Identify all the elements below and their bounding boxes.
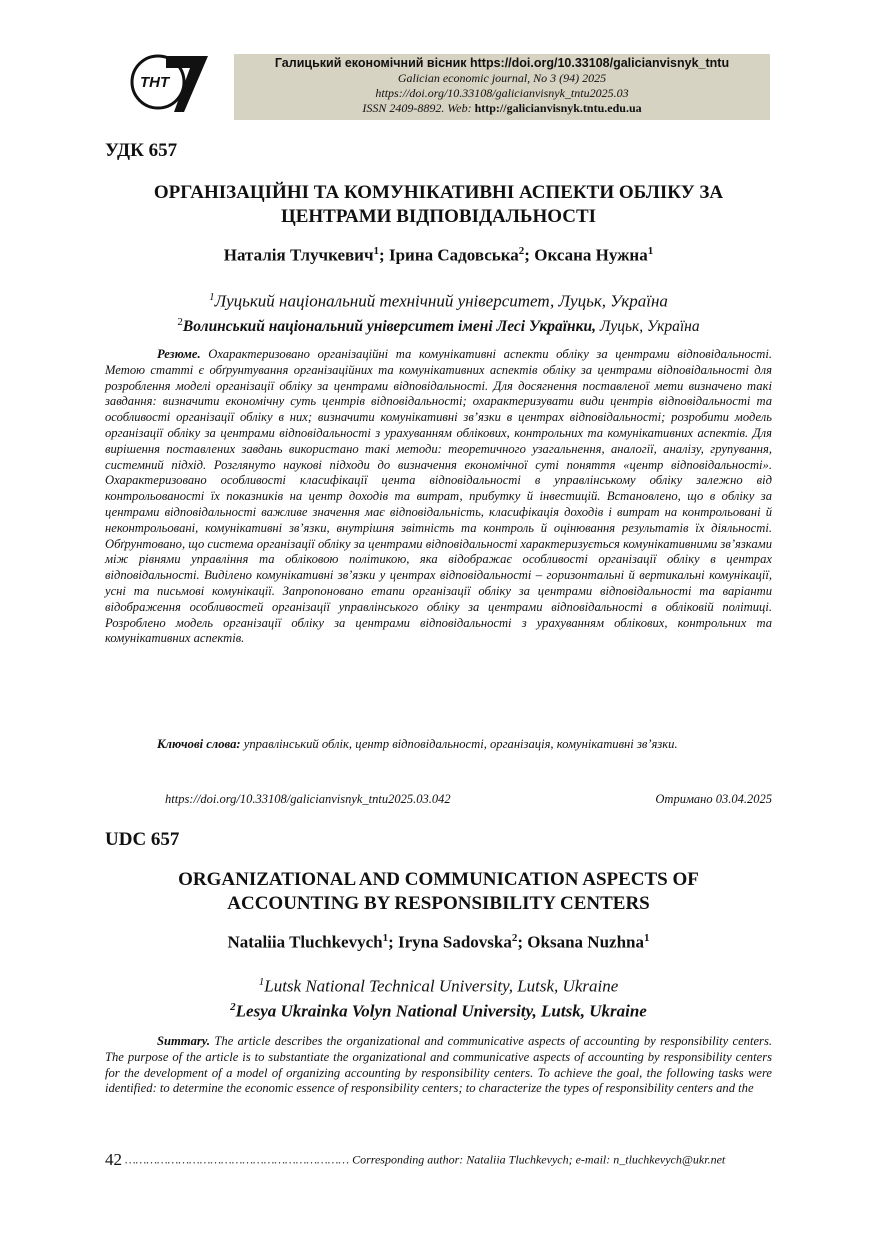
title-en: [105, 868, 772, 916]
banner-line3: https://doi.org/10.33108/galicianvisnyk_tntu2025.03: [375, 86, 629, 100]
aff-marker: 2: [511, 932, 518, 944]
summary-en-text: The article describes the organizational and communicative aspects of accounting by responsibility centers. The purpose of the article is to substantiate the organizational and communicative aspects of accounting by responsibility centers for the development of a model of organizing accounting by responsibility centers. To achieve the goal, the following tasks were identified: to determine the economic essence of responsibility centers; to characterize the types of responsibility centers and the: [105, 1034, 772, 1096]
udc-en: UDC 657: [105, 829, 180, 850]
keywords-ua-label: Ключові слова:: [157, 737, 241, 751]
author3-ua: Оксана Нужна: [534, 245, 648, 265]
author3-en: Oksana Nuzhna: [527, 932, 644, 952]
author1-ua: Наталія Тлучкевич: [223, 245, 374, 265]
keywords-ua: [105, 737, 772, 753]
banner-line4: [234, 101, 770, 116]
affiliation1-ua: [105, 287, 772, 312]
affiliation2-en: [105, 997, 772, 1022]
affiliation1-en-text: Lutsk National Technical University, Lutsk, Ukraine: [264, 976, 619, 996]
abstract-ua-text: Охарактеризовано організаційні та комунікативні аспекти обліку за центрами відповідальності. Метою статті є обґрунтування організаційних та комунікативних аспектів обліку за центрами відповідальності для розроблення моделі організації обліку за центрами відповідальності. Для досягнення поставленої мети визначено такі завдання: визначити економічну суть центрів відповідальності; охарактеризувати види центрів відповідальності та особливості організації обліку в них; визначити комунікативні зв’язки в центрах відповідальності; розробити модель організації обліку за центрами відповідальності з урахуванням облікових, контрольних та комунікативних аспектів. Для вирішення поставлених завдань використано такі методи: теоретичного узагальнення, аналогії, аналізу, групування, системний підхід. Розглянуто наукові підходи до визначення економічної суті поняття «центр відповідальності». Охарактеризовано особливості класифікації цента відповідальності в управлінському обліку залежно від контрольованості їх показників на центр доходів та витрат, прибутку й інвестицій. Встановлено, що в обліку за центрами відповідальності важливе значення має відповідальність, класифікація доходів і витрат на контрольовані й неконтрольовані, комунікативні зв’язки, внутрішня звітність та контроль й оцінювання результатів їх діяльності. Обґрунтовано, що система організації обліку за центрами відповідальності характеризується комунікативними зв’язками між рівнями управління та обліковою політикою, яка відображає особливості організації обліку в центрах відповідальності. Виділено комунікативні зв’язки у центрах відповідальності – горизонтальні й вертикальні комунікації, усні та письмові комунікації. Запропоновано етапи організації обліку за центрами відповідальності та варіанти відображення особливостей організації управлінського обліку за центрами відповідальності в обліковій політиці. Розроблено модель організації обліку за центрами відповідальності з урахуванням облікових, контрольних та комунікативних аспектів.: [105, 347, 772, 646]
abstract-ua: [105, 347, 772, 647]
aff-marker: 1: [382, 932, 389, 944]
aff-marker: 2: [518, 245, 525, 257]
journal-banner: [234, 54, 770, 120]
aff-marker: 1: [647, 245, 654, 257]
aff-marker: 1: [643, 932, 650, 944]
journal-logo: [128, 46, 210, 118]
aff-marker: 1: [209, 291, 215, 303]
aff-marker: 1: [258, 976, 265, 988]
abstract-ua-label: Резюме.: [157, 347, 201, 361]
affiliations-en: [105, 972, 772, 1021]
author1-en: Nataliia Tluchkevych: [227, 932, 383, 952]
corresponding-author: Corresponding author: Nataliia Tluchkevych; e-mail: n_tluchkevych@ukr.net: [352, 1152, 726, 1167]
affiliation1-ua-text: Луцький національний технічний університет, Луцьк, Україна: [214, 291, 668, 311]
banner-line1: Галицький економічний вісник https://doi.org/10.33108/galicianvisnyk_tntu: [274, 56, 730, 70]
author2-ua: Ірина Садовська: [388, 245, 519, 265]
affiliation2-en-text: Lesya Ukrainka Volyn National University, Lutsk, Ukraine: [235, 1001, 647, 1021]
aff-marker: 2: [230, 1000, 236, 1013]
journal-url-link[interactable]: http://galicianvisnyk.tntu.edu.ua: [474, 101, 642, 115]
keywords-ua-text: управлінський облік, центр відповідальності, організація, комунікативні зв’язки.: [240, 737, 678, 751]
author2-en: Iryna Sadovska: [398, 932, 512, 952]
page-number: 42: [105, 1150, 122, 1169]
summary-en-label: Summary.: [157, 1034, 211, 1048]
received-date: Отримано 03.04.2025: [655, 792, 772, 806]
udc-ua: УДК 657: [105, 140, 178, 161]
footer-dots: ………………………………………………………: [125, 1152, 350, 1167]
logo-text: THT: [140, 74, 170, 91]
title-ua-line2: ЦЕНТРАМИ ВІДПОВІДАЛЬНОСТІ: [280, 206, 597, 227]
title-ua: [105, 181, 772, 229]
title-en-line1: ORGANIZATIONAL AND COMMUNICATION ASPECTS OF: [178, 869, 699, 890]
aff-marker: 1: [373, 245, 380, 257]
title-ua-line1: ОРГАНІЗАЦІЙНІ ТА КОМУНІКАТИВНІ АСПЕКТИ ОБЛІКУ ЗА: [153, 182, 724, 203]
authors-en: Nataliia Tluchkevych$^1$; Iryna Sadovska$^2$; Oksana Nuzhna$^1$: [227, 932, 650, 952]
authors-ua: Наталія Тлучкевич$^1$; Ірина Садовська$^2$; Оксана Нужна$^1$: [223, 245, 654, 265]
title-en-line2: ACCOUNTING BY RESPONSIBILITY CENTERS: [227, 893, 650, 914]
affiliation2-ua: [105, 312, 772, 337]
affiliation2-ua-city: Луцьк, Україна: [595, 317, 700, 335]
affiliation1-en: [105, 972, 772, 997]
summary-en: [105, 1034, 772, 1097]
issn-label: ISSN 2409-8892. Web:: [362, 101, 475, 115]
affiliation2-ua-name: Волинський національний університет імені Лесі Українки,: [182, 317, 596, 335]
aff-marker: 2: [177, 315, 183, 328]
affiliations-ua: [105, 287, 772, 337]
banner-line2: Galician economic journal, No 3 (94) 2025: [397, 71, 607, 85]
article-doi-link[interactable]: https://doi.org/10.33108/galicianvisnyk_tntu2025.03.042: [165, 792, 451, 806]
page-footer: [105, 1150, 772, 1170]
